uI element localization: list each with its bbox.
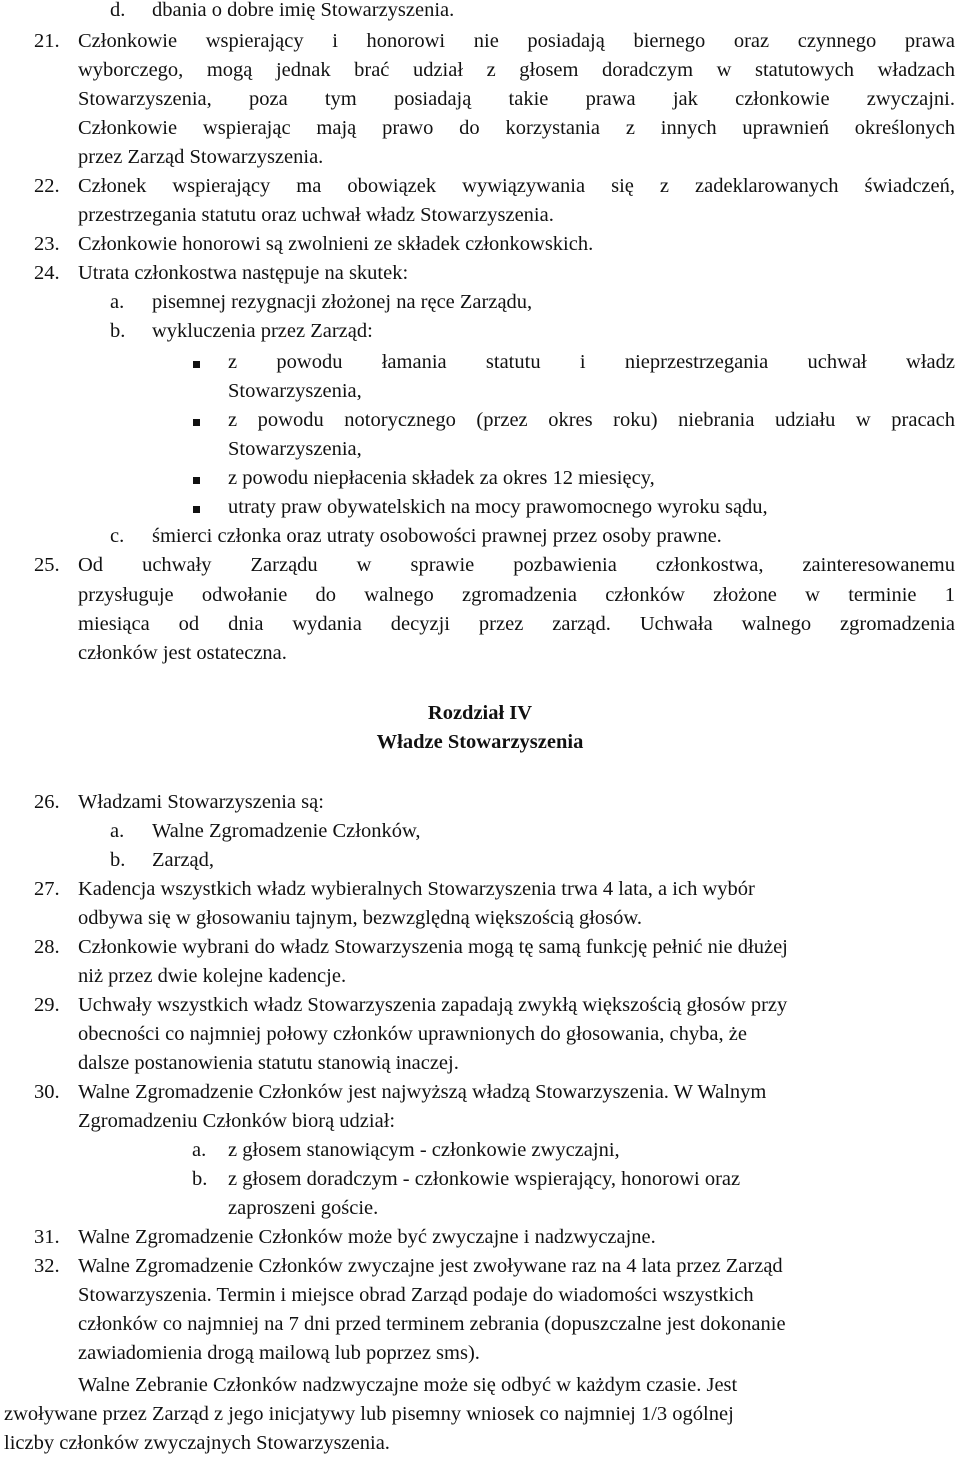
item-text: wykluczenia przez Zarząd:	[152, 320, 373, 342]
item-text: z głosem doradczym - członkowie wspierający, honorowi oraz	[228, 1168, 741, 1190]
paragraph-line: zwoływane przez Zarząd z jego inicjatywy lub pisemny wniosek co najmniej 1/3 ogólnej	[4, 1403, 734, 1425]
paragraph-number: 26.	[34, 791, 60, 813]
paragraph-line: Utrata członkostwa następuje na skutek:	[78, 262, 409, 284]
paragraph-line: Władzami Stowarzyszenia są:	[78, 791, 324, 813]
item-text: zaproszeni goście.	[228, 1197, 379, 1219]
paragraph-number: 27.	[34, 878, 60, 900]
paragraph-line: Stowarzyszenia. Termin i miejsce obrad Zarząd podaje do wiadomości wszystkich	[78, 1284, 754, 1306]
bullet-icon	[193, 506, 200, 513]
bullet-text: z powodu łamania statutu i nieprzestrzegania uchwał władz	[228, 351, 955, 373]
item-letter: b.	[110, 320, 126, 342]
paragraph-number: 24.	[34, 262, 60, 284]
paragraph-line: Uchwały wszystkich władz Stowarzyszenia zapadają zwykłą większością głosów przy	[78, 994, 788, 1016]
paragraph-line: dalsze postanowienia statutu stanowią inaczej.	[78, 1052, 459, 1074]
item-letter: d.	[110, 0, 126, 21]
paragraph-number: 23.	[34, 233, 60, 255]
item-letter: a.	[110, 820, 125, 842]
bullet-icon	[193, 477, 200, 484]
paragraph-line: obecności co najmniej połowy członków uprawnionych do głosowania, chyba, że	[78, 1023, 747, 1045]
paragraph-line: miesiąca od dnia wydania decyzji przez zarząd. Uchwała walnego zgromadzenia	[78, 613, 955, 635]
paragraph-line: Walne Zgromadzenie Członków zwyczajne jest zwoływane raz na 4 lata przez Zarząd	[78, 1255, 783, 1277]
item-letter: b.	[110, 849, 126, 871]
paragraph-number: 21.	[34, 30, 60, 52]
paragraph-line: wyborczego, mogą jednak brać udział z głosem doradczym w statutowych władzach	[78, 59, 955, 81]
paragraph-line: przez Zarząd Stowarzyszenia.	[78, 146, 324, 168]
paragraph-line: Stowarzyszenia, poza tym posiadają takie prawa jak członkowie zwyczajni.	[78, 88, 955, 110]
paragraph-line: członków co najmniej na 7 dni przed terminem zebrania (dopuszczalne jest dokonanie	[78, 1313, 786, 1335]
item-text: Zarząd,	[152, 849, 215, 871]
paragraph-line: Członkowie wspierając mają prawo do korzystania z innych uprawnień określonych	[78, 117, 955, 139]
item-text: śmierci członka oraz utraty osobowości prawnej przez osoby prawne.	[152, 525, 722, 547]
paragraph-line: Walne Zgromadzenie Członków jest najwyższą władzą Stowarzyszenia. W Walnym	[78, 1081, 767, 1103]
paragraph-number: 25.	[34, 554, 60, 576]
paragraph-number: 32.	[34, 1255, 60, 1277]
paragraph-line: członków jest ostateczna.	[78, 642, 287, 664]
paragraph-line: Od uchwały Zarządu w sprawie pozbawienia członkostwa, zainteresowanemu	[78, 554, 955, 576]
paragraph-line: niż przez dwie kolejne kadencje.	[78, 965, 347, 987]
item-letter: b.	[192, 1168, 208, 1190]
paragraph-number: 22.	[34, 175, 60, 197]
paragraph-number: 28.	[34, 936, 60, 958]
bullet-text: z powodu notorycznego (przez okres roku) niebrania udziału w pracach	[228, 409, 955, 431]
item-letter: a.	[192, 1139, 207, 1161]
paragraph-line: Członkowie wspierający i honorowi nie posiadają biernego oraz czynnego prawa	[78, 30, 955, 52]
paragraph-line: odbywa się w głosowaniu tajnym, bezwzględną większością głosów.	[78, 907, 643, 929]
item-text: z głosem stanowiącym - członkowie zwyczajni,	[228, 1139, 620, 1161]
paragraph-number: 30.	[34, 1081, 60, 1103]
bullet-icon	[193, 361, 200, 368]
item-letter: a.	[110, 291, 125, 313]
paragraph-line: Walne Zgromadzenie Członków może być zwyczajne i nadzwyczajne.	[78, 1226, 656, 1248]
bullet-icon	[193, 419, 200, 426]
paragraph-line: Członek wspierający ma obowiązek wywiązywania się z zadeklarowanych świadczeń,	[78, 175, 955, 197]
chapter-subtitle: Władze Stowarzyszenia	[376, 731, 584, 753]
paragraph-line: Zgromadzeniu Członków biorą udział:	[78, 1110, 396, 1132]
item-letter: c.	[110, 525, 125, 547]
bullet-text: z powodu niepłacenia składek za okres 12 miesięcy,	[228, 467, 655, 489]
bullet-text: Stowarzyszenia,	[228, 438, 362, 460]
paragraph-line: Kadencja wszystkich władz wybieralnych Stowarzyszenia trwa 4 lata, a ich wybór	[78, 878, 755, 900]
item-text: dbania o dobre imię Stowarzyszenia.	[152, 0, 455, 21]
chapter-title: Rozdział IV	[427, 702, 533, 724]
item-text: pisemnej rezygnacji złożonej na ręce Zarządu,	[152, 291, 533, 313]
paragraph-line: zawiadomienia drogą mailową lub poprzez sms).	[78, 1342, 480, 1364]
paragraph-line: Członkowie wybrani do władz Stowarzyszenia mogą tę samą funkcję pełnić nie dłużej	[78, 936, 788, 958]
paragraph-line: przestrzegania statutu oraz uchwał władz Stowarzyszenia.	[78, 204, 554, 226]
bullet-text: Stowarzyszenia,	[228, 380, 362, 402]
paragraph-line: Członkowie honorowi są zwolnieni ze składek członkowskich.	[78, 233, 594, 255]
paragraph-number: 29.	[34, 994, 60, 1016]
paragraph-line: przysługuje odwołanie do walnego zgromadzenia członków złożone w terminie 1	[78, 584, 955, 606]
paragraph-line: Walne Zebranie Członków nadzwyczajne może się odbyć w każdym czasie. Jest	[78, 1374, 738, 1396]
paragraph-line: liczby członków zwyczajnych Stowarzyszenia.	[4, 1432, 390, 1454]
paragraph-number: 31.	[34, 1226, 60, 1248]
bullet-text: utraty praw obywatelskich na mocy prawomocnego wyroku sądu,	[228, 496, 768, 518]
item-text: Walne Zgromadzenie Członków,	[152, 820, 421, 842]
